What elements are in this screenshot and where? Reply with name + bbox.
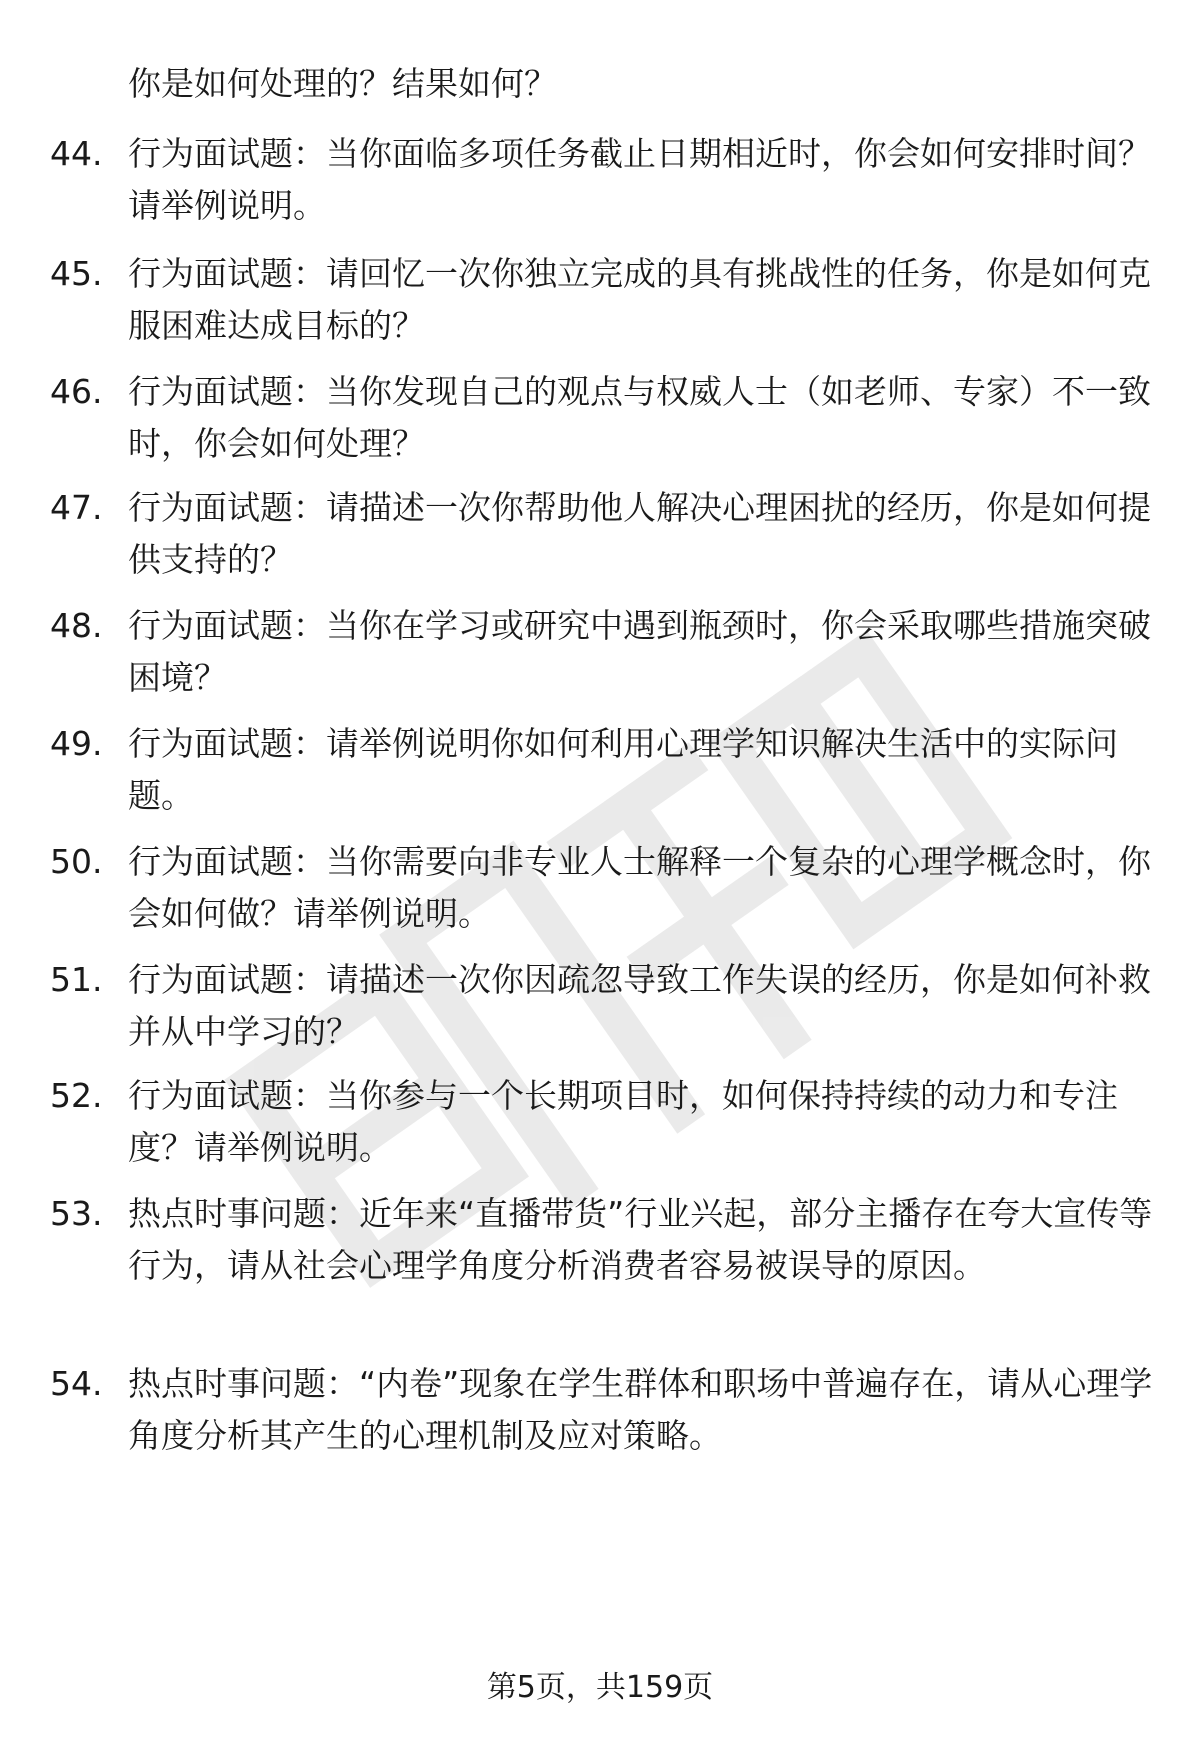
question-text: 行为面试题：当你需要向非专业人士解释一个复杂的心理学概念时，你会如何做？请举例说明。: [128, 842, 1151, 933]
question-text: 行为面试题：请举例说明你如何利用心理学知识解决生活中的实际问题。: [128, 724, 1118, 815]
question-text: 行为面试题：当你参与一个长期项目时，如何保持持续的动力和专注度？请举例说明。: [128, 1076, 1118, 1167]
question-number: 53.: [50, 1194, 103, 1233]
question-number: 44.: [50, 134, 103, 173]
question-text: 行为面试题：当你发现自己的观点与权威人士（如老师、专家）不一致时，你会如何处理？: [128, 372, 1151, 463]
question-number: 45.: [50, 254, 103, 293]
question-number: 51.: [50, 960, 103, 999]
question-number: 47.: [50, 488, 103, 527]
question-number: 49.: [50, 724, 103, 763]
page-footer: 第5页，共159页: [486, 1670, 714, 1705]
question-text: 行为面试题：请描述一次你帮助他人解决心理困扰的经历，你是如何提供支持的？: [128, 488, 1151, 579]
question-text: 行为面试题：请描述一次你因疏忽导致工作失误的经历，你是如何补救并从中学习的？: [128, 960, 1151, 1051]
question-text: 行为面试题：当你面临多项任务截止日期相近时，你会如何安排时间？请举例说明。: [128, 134, 1151, 225]
question-text: 行为面试题：请回忆一次你独立完成的具有挑战性的任务，你是如何克服困难达成目标的？: [128, 254, 1151, 345]
question-text: 热点时事问题：近年来“直播带货”行业兴起，部分主播存在夸大宣传等行为，请从社会心理学角度分析消费者容易被误导的原因。: [128, 1194, 1153, 1285]
question-continuation-text: 你是如何处理的？结果如何？: [128, 64, 557, 103]
question-number: 50.: [50, 842, 103, 881]
question-number: 48.: [50, 606, 103, 645]
question-number: 52.: [50, 1076, 103, 1115]
question-text: 热点时事问题：“内卷”现象在学生群体和职场中普遍存在，请从心理学角度分析其产生的心理机制及应对策略。: [128, 1364, 1153, 1455]
question-number: 54.: [50, 1364, 103, 1403]
question-text: 行为面试题：当你在学习或研究中遇到瓶颈时，你会采取哪些措施突破困境？: [128, 606, 1151, 697]
question-number: 46.: [50, 372, 103, 411]
